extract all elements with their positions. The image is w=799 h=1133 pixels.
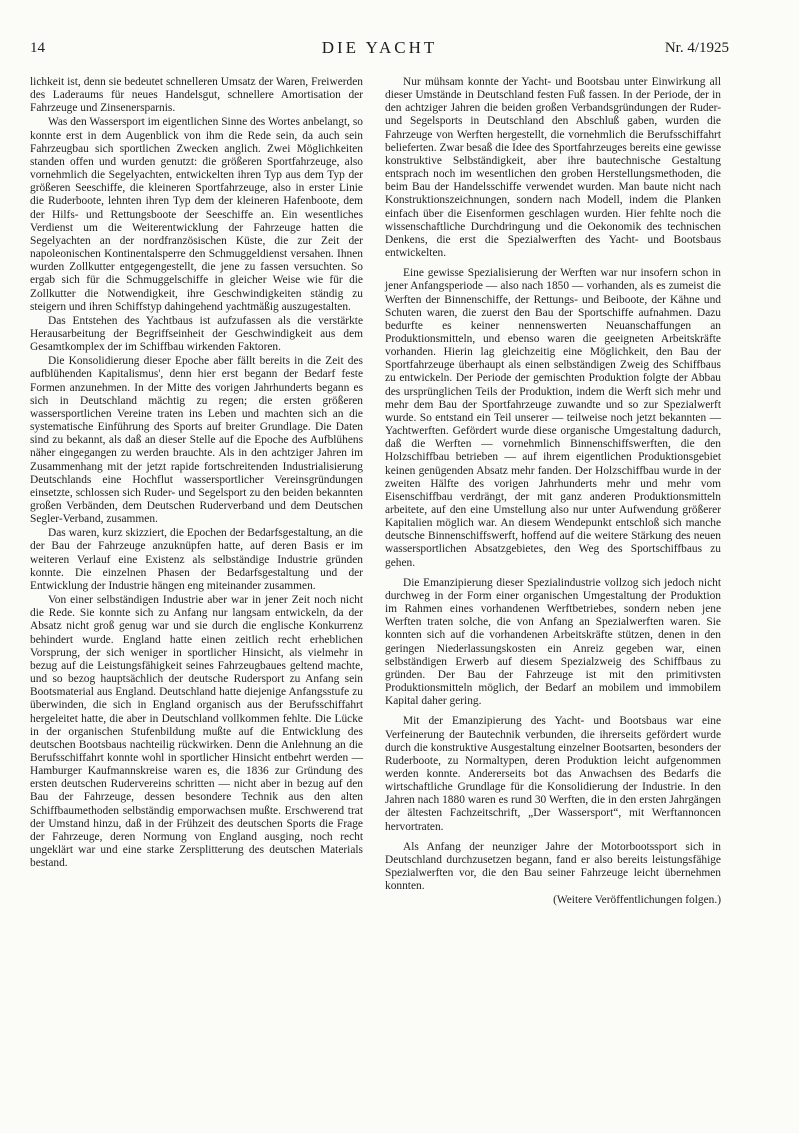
paragraph: Das waren, kurz skizziert, die Epochen der Bedarfsgestaltung, an die der Bau der Fahrzeuge anzuknüpfen hatte, auf deren Basis er im weiteren Verlauf eine Existenz als selbständige Industrie gründen konnte. Die einzelnen Phasen der Bedarfsgestaltung und der Entwicklung der Industrie hängen eng miteinander zusammen. [30, 527, 363, 592]
paragraph: Was den Wassersport im eigentlichen Sinne des Wortes anbelangt, so konnte erst in dem Augenblick von ihm die Rede sein, da auch sein Fahrzeugbau sich sportlichen Zwecken anglich. Zwei Möglichkeiten standen offen und wurden genutzt: die größeren Sportfahrzeuge, also vornehmlich die Segelyachten, entwickelten ihren Typ aus dem Typ der größeren Seeschiffe, die kleineren Sportfahrzeuge, also in erster Linie die Ruderboote, lehnten ihren Typ dem der kleineren Hafenboote, dem der Hilfs- und Rettungsboote der Seeschiffe an. Ein wesentliches Verdienst um die Weiterentwicklung der Fahrzeuge hatten die Segelyachten an der nordfranzösischen Küste, die zur Zeit der napoleonischen Kontinentalsperre den Schmuggeldienst versahen. Ihnen wurden Zollkutter entgegengestellt, die jene zu fassen versuchten. So ergab sich für die Schmuggelschiffe in gleicher Weise wie für die Zollkutter die Notwendigkeit, ihre Geschwindigkeiten ständig zu steigern und ihren Schiffstyp dahingehend yachtmäßig auszugestalten. [30, 116, 363, 313]
paragraph: Als Anfang der neunziger Jahre der Motorbootssport sich in Deutschland durchzusetzen begann, fand er also bereits leistungsfähige Spezialwerften vor, die den Bau seiner Fahrzeuge leicht übernehmen konnten. [385, 840, 721, 893]
paragraph: Die Emanzipierung dieser Spezialindustrie vollzog sich jedoch nicht durchweg in der Form einer organischen Umgestaltung der Produktion im Rahmen eines vorhandenen Werftbetriebes, sondern neben jene Werften traten solche, die von Anfang an Spezialwerften waren. Sie konnten sich auf die vorhandenen Arbeitskräfte stützen, denen in den geringen Niederlassungskosten ein Anreiz gegeben war, einen selbständigen Erwerb auf diesem Spezialzweig des Schiffbaus zu gründen. Der Bau der Fahrzeuge ist mit den primitivsten Produktionsmitteln möglich, der Bedarf an mobilem und immobilem Kapital daher gering. [385, 576, 721, 708]
left-column [30, 76, 363, 871]
right-column [385, 76, 721, 909]
paragraph: Nur mühsam konnte der Yacht- und Bootsbau unter Einwirkung all dieser Umstände in Deutschland festen Fuß fassen. In der Periode, der in den achtziger Jahren die beiden großen Verbandsgründungen der Ruder- und Segelsports in Deutschland den Abschluß gaben, wurden die Fahrzeuge von Werften hergestellt, die vornehmlich die Berufsschiffahrt belieferten. Zwar besaß die Idee des Sportfahrzeuges bereits eine gewisse konstruktive Selbständigkeit, aber ihre bautechnische Gestaltung entsprach noch im wesentlichen den groben Herstellungsmethoden, die beim Bau der Handelsschiffe verwendet wurden. Man baute nicht nach Konstruktionszeichnungen, sondern nach Modell, indem die Planken einfach über die Eisenformen geschlagen wurden. Hier fehlte noch die wissenschaftliche Durchdringung und die Oekonomik des technischen Denkens, die erst die Spezialwerften des Yacht- und Bootsbaus entwickelten. [385, 76, 721, 260]
paragraph: lichkeit ist, denn sie bedeutet schnelleren Umsatz der Waren, Freiwerden des Laderaums für neues Handelsgut, schnellere Amortisation der Fahrzeuge und Zinsenersparnis. [30, 76, 363, 115]
paragraph: Das Entstehen des Yachtbaus ist aufzufassen als die verstärkte Herausarbeitung der Begriffseinheit der Geschwindigkeit aus dem Gesamtkomplex der im Schiffbau wirkenden Faktoren. [30, 314, 363, 354]
paragraph: Eine gewisse Spezialisierung der Werften war nur insofern schon in jener Anfangsperiode — also nach 1850 — vorhanden, als es zumeist die Werften der Binnenschiffe, der Rettungs- und Beiboote, der Kähne und Schuten waren, die zuerst den Bau der Sportschiffe aufnahmen. Dazu bedurfte es keiner nennenswerten Neuanschaffungen an Produktionsmitteln, und ebenso waren die geeigneten Arbeitskräfte vorhanden. Hierin lag gleichzeitig eine Möglichkeit, den Bau der Sportfahrzeuge überhaupt als einen selbständigen Zweig des Schiffbaus zu entwickeln. Der Periode der gemischten Produktion folgte der Abbau des ursprünglichen Teils der Produktion, indem die Werft sich mehr und mehr dem Bau der Sportfahrzeuge zuwandte und so zur Spezialwerft wurde. So entstand ein Teil unserer — teilweise noch jetzt bekannten — Yachtwerften. Gefördert wurde diese organische Umgestaltung dadurch, daß die Werften — vornehmlich Binnenschiffswerften, die den Holzschiffbau betrieben — auf ihrem eigentlichen Produktionsgebiet keinen genügenden Absatz mehr fanden. Der Holzschiffbau wurde in der zweiten Hälfte des vorigen Jahrhunderts mehr und mehr vom Eisenschiffbau verdrängt, der mit ganz anderen Produktionsmitteln arbeitete, auf den eine Umstellung also nur unter Aufwendung größerer Kapitalien möglich war. An diesem Wendepunkt entschloß sich manche deutsche Binnenschiffswerft, hoffend auf die weitere Stärkung des neuen wassersportlichen Absatzgebietes, den Weg des Sportschiffbaus zu gehen. [385, 267, 721, 569]
paragraph: Die Konsolidierung dieser Epoche aber fällt bereits in die Zeit des aufblühenden Kapitalismus', denn hier erst begann der Bedarf feste Formen anzunehmen. In der Mitte des vorigen Jahrhunderts begann es sich in Deutschland mächtig zu regen; die ersten größeren wassersportlichen Vereine traten ins Leben und machten sich an die systematische Einführung des Sports auf breiter Grundlage. Die Daten sind zu bekannt, als daß an dieser Stelle auf die Epoche des Aufblühens näher eingegangen zu werden brauchte. Als in den achtziger Jahren im Zusammenhang mit der jetzt rapide fortschreitenden Industrialisierung Deutschlands eine Hochflut wassersportlicher Vereinsgründungen einsetzte, schlossen sich Ruder- und Segelsport zu den beiden bekannten großen Verbänden, dem Deutschen Ruderverband und dem Deutschen Segler-Verband, zusammen. [30, 355, 363, 526]
journal-title: DIE YACHT [321, 38, 438, 57]
issue-number: Nr. 4/1925 [664, 40, 729, 56]
continuation-note: (Weitere Veröffentlichungen folgen.) [553, 894, 721, 907]
page-number: 14 [30, 40, 45, 56]
page-header [30, 38, 729, 68]
paragraph: Von einer selbständigen Industrie aber war in jener Zeit noch nicht die Rede. Sie konnte sich zu Anfang nur langsam entwickeln, da der Absatz nicht groß genug war und sie durch die englische Konkurrenz behindert wurde. England hatte einen zeitlich recht erheblichen Vorsprung, der sich weniger in sportlicher Hinsicht, als vielmehr in bezug auf die Leistungsfähigkeit seines Fahrzeugbaues geltend machte, und so bezog hauptsächlich der deutsche Rudersport zu Anfang sein Bootsmaterial aus England. Deutschland hatte diejenige Anfangsstufe zu überwinden, die sich in England organisch aus der Berufsschiffahrt hergeleitet hatte, die aber in Deutschland vollkommen fehlte. Die Lücke in der organischen Stufenbildung mußte auf die Entwicklung des deutschen Bootsbaus nachteilig rückwirken. Denn die Anlehnung an die Berufsschiffahrt konnte wohl in sportlicher Hinsicht entbehrt werden — Hamburger Kaufmannskreise waren es, die 1836 zur Gründung des ersten deutschen Rudervereins schritten — nicht aber in bezug auf den Bau der Fahrzeuge, dessen besondere Technik aus den alten Schiffbaumethoden selbständig emporwachsen mußte. Erschwerend trat der Umstand hinzu, daß in der Frühzeit des deutschen Sports die Frage der Fahrzeuge, deren Normung von England ausging, noch recht ungeklärt war und eine starke Zersplitterung des deutschen Materials bestand. [30, 594, 363, 870]
paragraph: Mit der Emanzipierung des Yacht- und Bootsbaus war eine Verfeinerung der Bautechnik verbunden, die ihrerseits gefördert wurde durch die konstruktive Ausgestaltung einzelner Bootsarten, besonders der Ruderboote, zu Normaltypen, deren Produktion leicht aufgenommen werden konnte. Andererseits bot das Anwachsen des Bedarfs die wirtschaftliche Grundlage für die Konsolidierung der Industrie. In den Jahren nach 1880 waren es rund 30 Werften, die in den ersten Jahrgängen der ältesten Fachzeitschrift, „Der Wassersport“, mit Werftannoncen hervortraten. [385, 715, 721, 833]
